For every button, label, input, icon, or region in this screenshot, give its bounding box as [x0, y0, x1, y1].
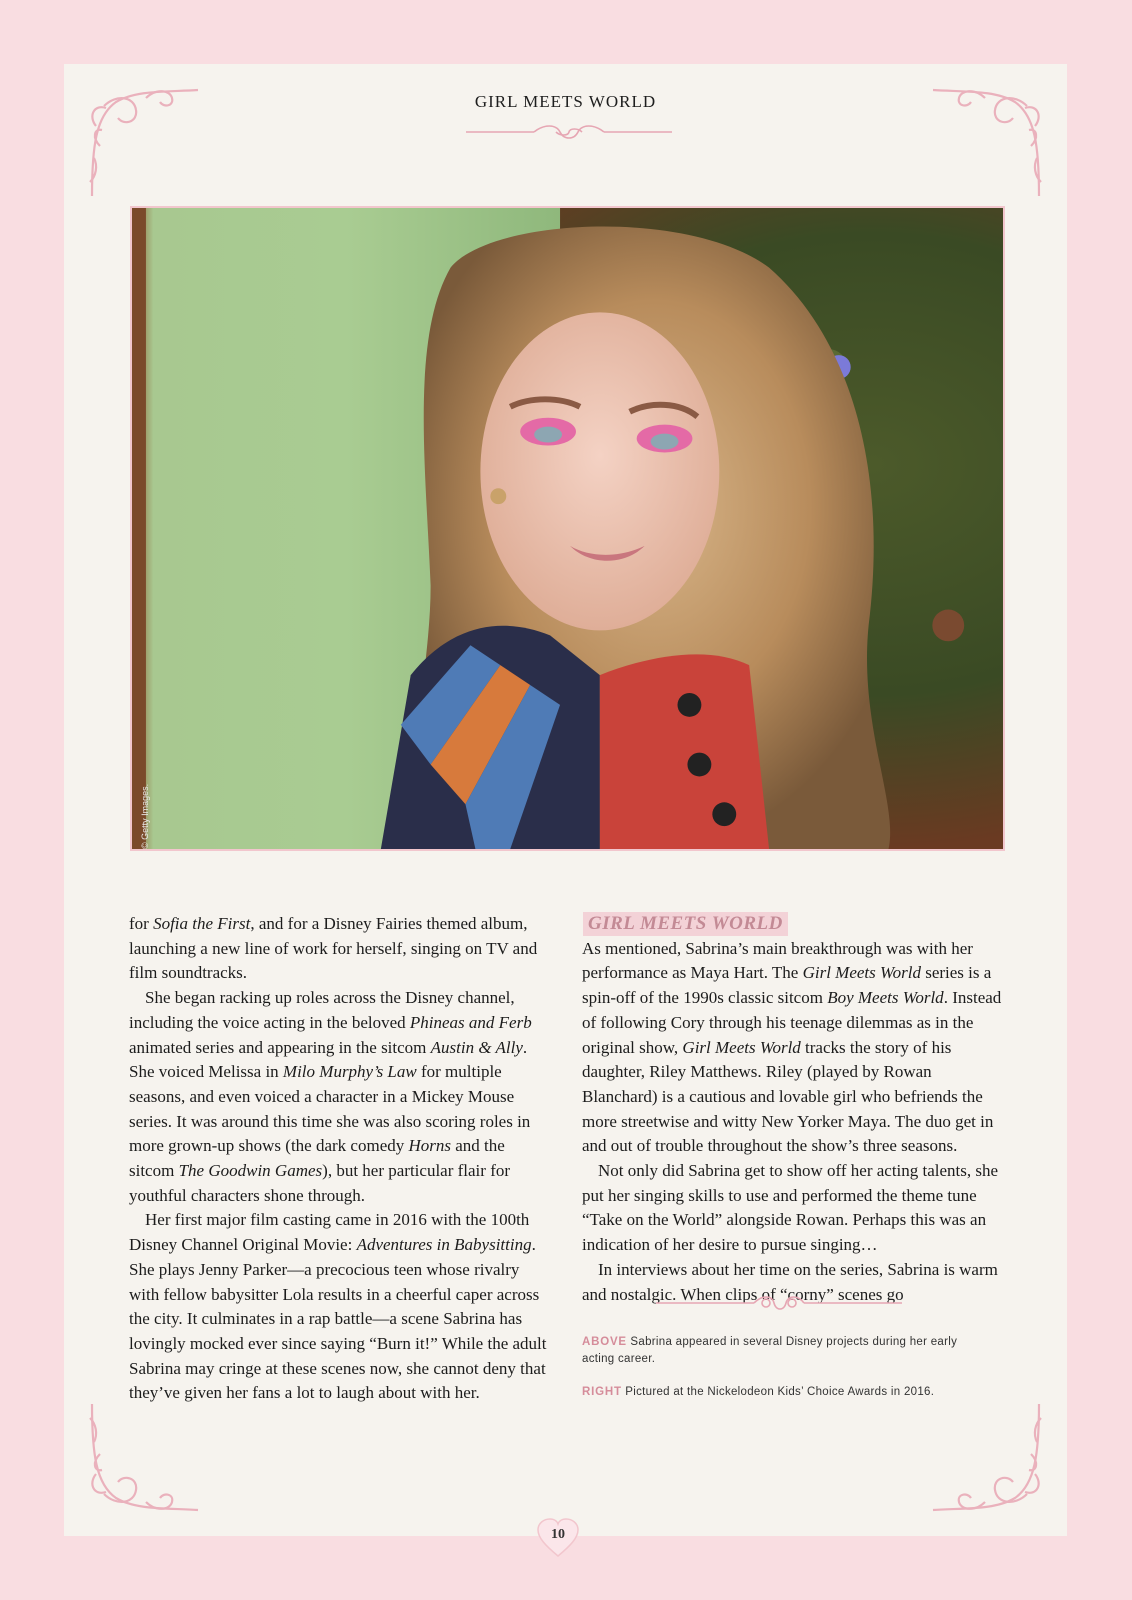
- paragraph: In interviews about her time on the series, Sabrina is warm and nostalgic. When clips of “corny” scenes go: [582, 1259, 998, 1304]
- caption-above: [582, 1334, 982, 1368]
- caption-label-right: RIGHT: [582, 1386, 622, 1398]
- page-number: 10: [551, 1527, 565, 1542]
- book-page: [64, 64, 1067, 1536]
- caption-text-right: Pictured at the Nickelodeon Kids’ Choice Awards in 2016.: [625, 1386, 935, 1398]
- portrait-photo: [130, 206, 1005, 851]
- caption-right: [582, 1384, 982, 1401]
- caption-flourish-ornament: [654, 1292, 904, 1314]
- photo-captions: [582, 1334, 982, 1417]
- photo-credit: © Getty Images.: [140, 783, 150, 849]
- section-heading: GIRL MEETS WORLD: [583, 912, 788, 936]
- caption-label-above: ABOVE: [582, 1336, 627, 1348]
- page-number-badge: [536, 1518, 580, 1558]
- paragraph: She began racking up roles across the Disney channel, including the voice acting in the beloved Phineas and Ferb animated series and appearing in the sitcom Austin & Ally. She voiced Melissa in Milo Murphy’s Law for multiple seasons, and even voiced a character in a Mickey Mouse series. It was around this time she was also scoring roles in more grown-up shows (the dark comedy Horns and the sitcom The Goodwin Games), but her particular flair for youthful characters shone through.: [129, 988, 532, 1205]
- paragraph: As mentioned, Sabrina’s main breakthrough was with her performance as Maya Hart. The Girl Meets World series is a spin-off of the 1990s classic sitcom Boy Meets World. Instead of following Cory through his teenage dilemmas as in the original show, Girl Meets World tracks the story of his daughter, Riley Matthews. Riley (played by Rowan Blanchard) is a cautious and lovable girl who befriends the more streetwise and witty New Yorker Maya. The duo get in and out of trouble throughout the show’s three seasons.: [582, 938, 1002, 1156]
- caption-text-above: Sabrina appeared in several Disney projects during her early acting career.: [582, 1336, 958, 1365]
- running-head-title: GIRL MEETS WORLD: [474, 92, 657, 111]
- header-flourish-ornament: [464, 122, 674, 142]
- paragraph: for Sofia the First, and for a Disney Fairies themed album, launching a new line of work for herself, singing on TV and film soundtracks.: [129, 914, 538, 983]
- corner-ornament-bottom-left: [86, 1394, 206, 1514]
- right-text-column: [582, 912, 1002, 1307]
- paragraph: Her first major film casting came in 2016 with the 100th Disney Channel Original Movie: Adventures in Babysitting. She plays Jenny Parker—a precocious teen whose rivalry with fellow babysitter Lola results in a cheerful caper across the city. It culminates in a rap battle—a scene Sabrina has lovingly mocked ever since saying “Burn it!” While the adult Sabrina may cringe at these scenes now, she cannot deny that they’ve given her fans a lot to laugh about with her.: [129, 1210, 547, 1403]
- paragraph: Not only did Sabrina get to show off her acting talents, she put her singing skills to use and performed the theme tune “Take on the World” alongside Rowan. Perhaps this was an indication of her desire to pursue singing…: [582, 1161, 999, 1255]
- left-text-column: [129, 912, 549, 1406]
